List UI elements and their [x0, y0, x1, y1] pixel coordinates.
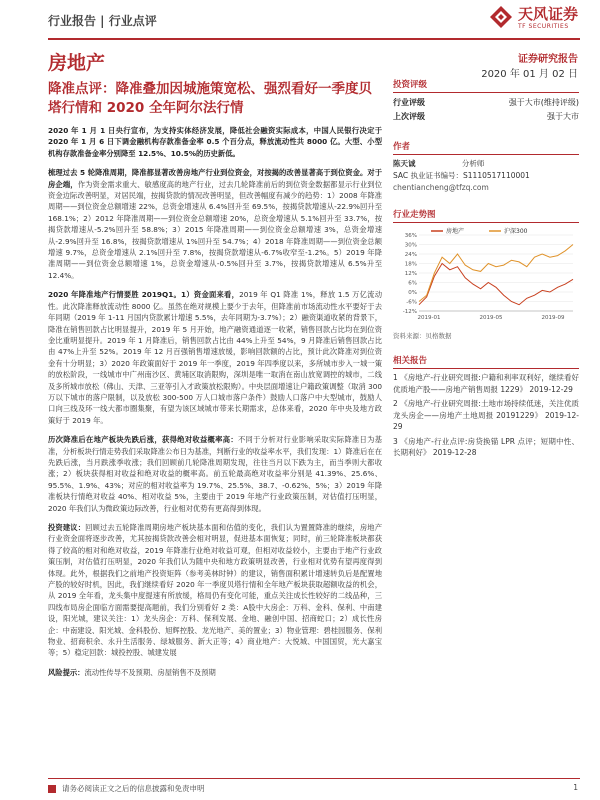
y-tick-label: 36% [404, 233, 417, 239]
author-email[interactable]: chentiancheng@tfzq.com [393, 183, 489, 192]
legend-label: 房地产 [446, 228, 465, 235]
x-tick-label: 2019-09 [541, 315, 565, 321]
trend-chart [393, 227, 579, 329]
last-rating-row: 上次评级 强于大市 [393, 112, 579, 121]
paragraph-intro: 2020 年 1 月 1 日央行宣布，为支持实体经济发展，降低社会融资实际成本，中国人民银行决定于 2020 年 1 月 6 日下调金融机构存款准备金率 0.5 个百分点，释放流动性共 8000 亿。大型、小型机构存款准备金率分别降至 12.5%、10.5%的历史新低。 [48, 126, 382, 158]
footer-disclaimer: 请务必阅读正文之后的信息披露和免责申明 [62, 784, 205, 793]
report-date: 2020 年 01 月 02 日 [481, 69, 578, 80]
related-report-3[interactable]: 3 《房地产-行业点评:房贷换锚 LPR 点评；短期中性、长期利好》 2019-12-28 [393, 436, 579, 457]
header-divider [48, 38, 580, 40]
sector-title: 房地产 [48, 52, 106, 74]
paragraph-history: 梳理过去 5 轮降准周期，降准都显著改善房地产行业到位资金，对按揭的改善显著高于到位资金。对于房企端，作为资金需求重大、敏感度高的地产行业，过去几轮降准前后的到位资金数据都显示行业到位资金边际改善明显，对居民端，按揭贷款的情况改善明显，但改善幅度有减少的趋势：1）2008 年降准周期——到位资金总额增速 22%，总资金增速从 6.4%回升至 69.5%，按揭贷款增速从-22.9%回升至 168.1%；2）2012 年降准周期——到位资金总额增速 20%，总资金增速从 5.1%回升至 33.7%，按揭贷款增速从-5.2%回升至 58.8%；3）2015 年降准周期——到位资金总额增速 3%，总资金增速从-2.9%回升至 16.8%，按揭贷款增速从 1%回升至 54.7%；4）2018 年降准周期——到位资金总额增速 9.7%，总资金增速从 2.1%回升至 7.8%，按揭贷款增速从-6.7%收窄至-1.2%。5）2019 年降准周期——到位资金总额增速 1%，总资金增速从-0.5%回升至 3.7%，按揭贷款增速从 6.5%升至 12.4%。 [48, 168, 382, 280]
report-title: 降准点评：降准叠加因城施策宽松、强烈看好一季度贝塔行情和 2020 全年阿尔法行情 [48, 81, 372, 116]
report-category: 行业报告 | 行业点评 [48, 14, 157, 28]
y-tick-label: -12% [402, 309, 417, 315]
x-tick-label: 2019-05 [479, 315, 503, 321]
y-tick-label: 30% [404, 242, 417, 249]
related-report-2[interactable]: 2 《房地产-行业研究周报:土地市场持续低迷，关注优质龙头房企——房地产土地周报 20191229》 2019-12-29 [393, 399, 579, 431]
paragraph-returns: 历次降准后在地产板块先跌后涨，获得绝对收益概率高：不同于分析对行业影响采取实际降准日为基准，分析板块行情走势我们采取降准公布日为基准，判断行业的收益率水平，我们发现：1）降准后在在先跌后涨，当月跌涨季收涨；我们回顾前几轮降准周期发现，往往当月以下跌为主，而当季则大都收涨；2）板块获得相对收益和绝对收益的概率高。前五轮最高绝对收益率分别是 41.39%、25.6%、95.5%、1.9%、43%；对应的相对收益率为 19.7%、25.5%、38.7、-0.62%、5%；3）2019 年降准板块行情绝对收益 40%、相对收益 5%，主要由于 2019 年地产行业政策压制，对估值打压明显，2020 年我们认为微政策边际改善，行业相对优势有更高得到体现。 [48, 435, 383, 513]
y-tick-label: -6% [406, 299, 417, 306]
main-body [48, 125, 382, 686]
related-report-1[interactable]: 1 《房地产-行业研究周报:户籍和利率双利好，继续看好优质地产股——房地产销售周报 1229》 2019-12-29 [393, 373, 579, 394]
company-logo [488, 4, 578, 30]
page-number: 1 [573, 783, 578, 792]
y-tick-label: 12% [404, 271, 417, 277]
industry-rating-row: 行业评级 强于大市(维持评级) [393, 98, 579, 107]
paragraph-investment-advice: 投资建议：回顾过去五轮降准周期房地产板块基本面和估值的变化，我们认为置置降准的继续，房地产行业资金面将逐步改善，尤其按揭贷款改善会相对明显，促进基本面恢复；同时，前三轮降准板块都获得了较高的相对和绝对收益，2019 年降准行业绝对收益可观，但相对收益较小，主要由于地产行业政策压制，对估值打压明显，2020 年我们认为随中央和地方政策明显改善，行业相对优势有望再度得到体现。此外，根据我们之前地产投资矩阵（参考美林时钟）的建议，销售面积累计增速转负后是配置地产股的较好时机，因此，我们继续看好 2020 年一季度贝塔行情和全年地产板块获取超额收益的机会，从 2019 全年看，龙头集中度提速有所放缓，格局仍有变化可能，重点关注成长性较好的二线品种，三四线布局房企面临方面需要提高题前，我们分别看好 2 类：A股中大房企：万科、金科、保利、中南建设，阳光城，建议关注：1）龙头房企：万科、保利发展、金地、融创中国、招商蛇口；2）成长性房企：中南建设、阳光城、金科股份、旭辉控股、龙光地产、美的置业；3）物业管理：碧桂园服务、保利物业、招商积余、永升生活服务、绿城服务、新大正等；4）商业地产：大悦城、中国国贸，光大嘉宝等；5）稳定回款：城投控股、城建发展 [48, 523, 382, 658]
logo-text-en: TF SECURITIES [517, 22, 569, 30]
y-tick-label: 18% [404, 261, 417, 268]
legend-label: 沪深300 [504, 228, 528, 235]
page-header [0, 0, 600, 44]
y-tick-label: 6% [408, 280, 417, 287]
logo-mark-icon [488, 4, 514, 30]
x-tick-label: 2019-01 [417, 315, 441, 321]
sidebar [393, 78, 579, 462]
y-tick-label: 0% [408, 290, 417, 296]
footer-square-icon [48, 785, 56, 793]
y-tick-label: 24% [404, 252, 417, 258]
chart-source: 资料来源：贝格数据 [393, 332, 452, 340]
report-type: 证券研究报告 [518, 54, 578, 65]
author-cert: SAC 执业证书编号：S1110517110001 [393, 171, 530, 180]
rating-heading: 投资评级 [393, 78, 579, 93]
paragraph-2020-outlook: 2020 年降准地产行情要胜 2019Q1。1）资金面来看，2019 年 Q1 降准 1%，释放 1.5 万亿流动性。此次降准释放流动性 8000 亿。虽然在绝对规模上要少于去年，但降准前市场流动性水平要好于去年同期（2019 年 1-11 月国内贷款累计增速 5.5%，去年同期为-3.7%）；2）融资渠道收紧的背景下，降准在销售回款占比明显提升，2019 年 5 月开始，地产融资通道逐一收紧，销售回款占比均在到位资金比重明显提升。2019 年 1 月降准后，销售回款占比由 44%上升至 54%，9 月降准后销售回款占比由 47%上升至 52%。2019 年 12 月百强销售增速放缓，影响回款额的占比，预计此次降准对到位资金有十分明显；3）2020 年政策面好于 2019 年一季度，2019 年四季度以来，多所城市步入一城一策的放松阶段，一线城市中广州南沙区、黄埔区取消限购，深圳是唯一取消在南山放宽调控的城市，二线及多所城市放松（佛山、天津、三亚等引入才政策放松限购）。中央层面增速让户籍政策调整（取消 300 万以下城市的落户限制，以及放松 300-500 万人口城市落户条件）鼓励人口落户中大型城市，鼓励人口向三线及环一线大都市圈集聚，有望为该区域城市带来长期需求，总体来看，2020 年中央及地方政策好于 2019 年。 [48, 290, 382, 425]
trend-heading: 行业走势图 [393, 208, 579, 223]
footer-divider [48, 778, 580, 779]
footer [48, 783, 205, 794]
trend-chart-svg [393, 227, 579, 327]
series-line-real-estate [419, 264, 573, 305]
related-heading: 相关报告 [393, 354, 579, 369]
author-heading: 作者 [393, 140, 579, 155]
paragraph-risk: 风险提示：流动性传导不及预期、房屋销售不及预期 [48, 667, 216, 677]
author-name-row: 陈天诚 分析师 [393, 159, 485, 168]
logo-text-cn: 天风证券 [517, 4, 578, 23]
